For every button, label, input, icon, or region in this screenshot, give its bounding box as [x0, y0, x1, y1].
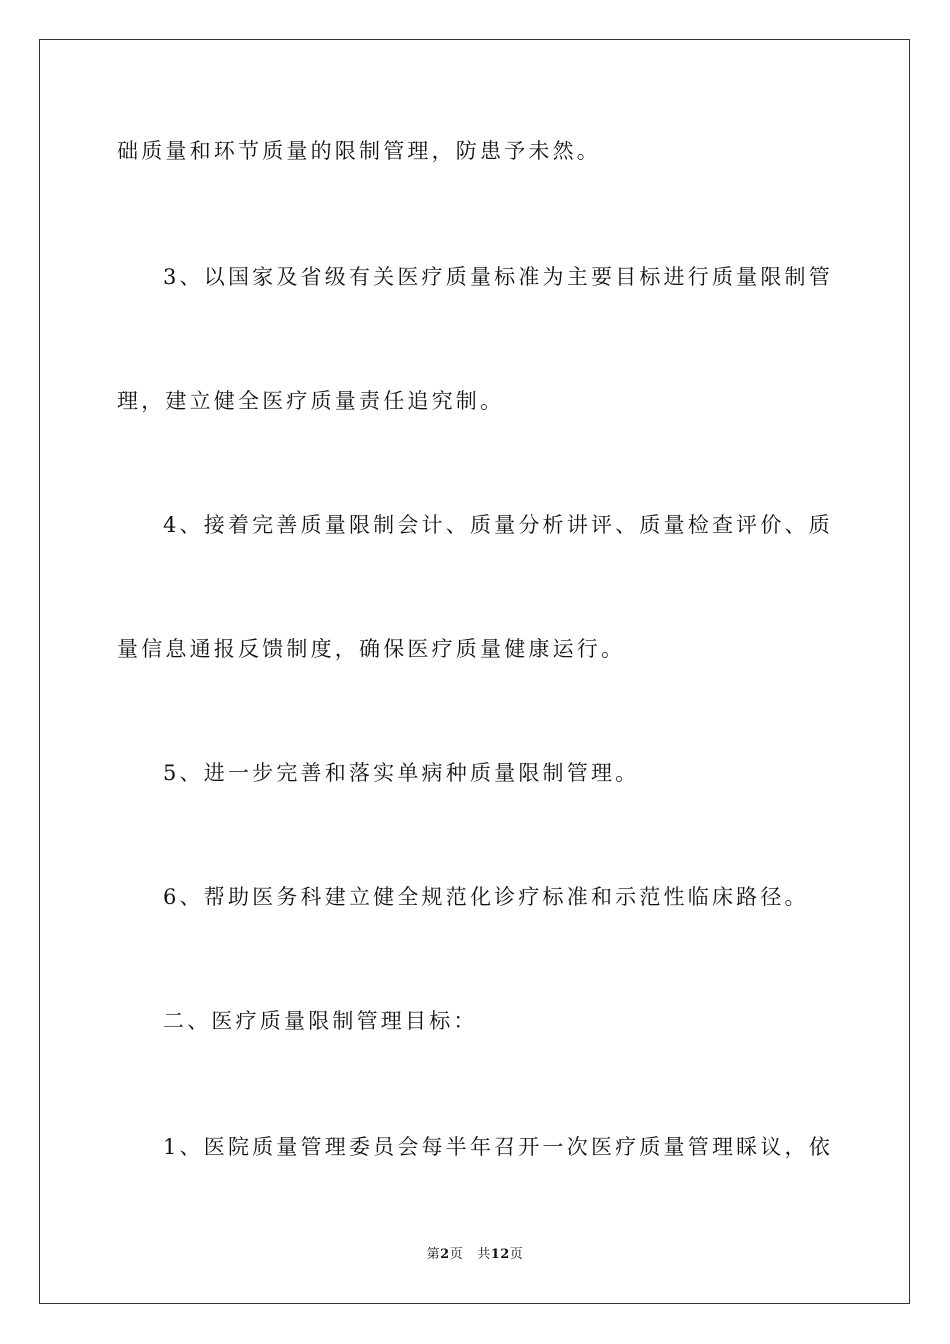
page-number: 2 — [440, 1247, 450, 1262]
paragraph-line-6: 5、进一步完善和落实单病种质量限制管理。 — [163, 761, 640, 785]
page-suffix: 页 — [449, 1247, 464, 1262]
page-border — [39, 39, 910, 1304]
total-prefix: 共 — [477, 1247, 491, 1262]
paragraph-line-5: 量信息通报反馈制度，确保医疗质量健康运行。 — [117, 637, 626, 661]
total-pages: 12 — [490, 1247, 510, 1262]
paragraph-line-1: 础质量和环节质量的限制管理，防患予未然。 — [117, 139, 601, 163]
page-footer — [0, 1246, 950, 1264]
paragraph-line-3: 理，建立健全医疗质量责任追究制。 — [117, 389, 505, 413]
paragraph-line-9: 1、医院质量管理委员会每半年召开一次医疗质量管理睬议，依 — [163, 1135, 833, 1159]
paragraph-line-2: 3、以国家及省级有关医疗质量标准为主要目标进行质量限制管 — [163, 265, 833, 289]
total-suffix: 页 — [509, 1247, 524, 1262]
paragraph-line-7: 6、帮助医务科建立健全规范化诊疗标准和示范性临床路径。 — [163, 885, 809, 909]
section-heading: 二、医疗质量限制管理目标： — [163, 1009, 478, 1033]
page-prefix: 第 — [426, 1247, 441, 1262]
paragraph-line-4: 4、接着完善质量限制会计、质量分析讲评、质量检查评价、质 — [163, 513, 833, 537]
